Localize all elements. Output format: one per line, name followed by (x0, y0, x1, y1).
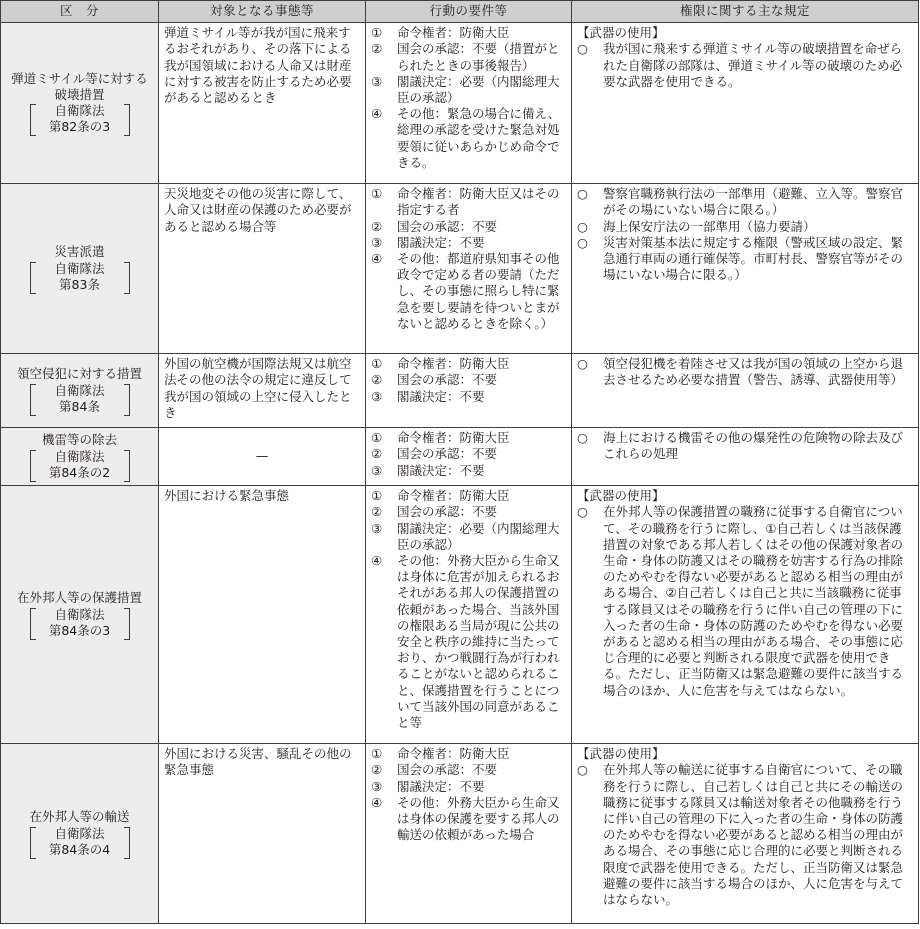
law-reference (30, 261, 130, 293)
circle-bullet-icon: ○ (577, 234, 588, 250)
authority-text: 警察官職務執行法の一部準用（避難、立入等。警察官がその場にいない場合に限る。） (603, 186, 904, 218)
situation-cell (159, 354, 366, 428)
circle-bullet-icon: ○ (577, 762, 588, 778)
law-name: 自衛隊法 (54, 448, 105, 464)
requirements-cell (366, 23, 572, 184)
table-row (1, 428, 919, 486)
requirement-text: 閣議決定：必要（内閣総理大臣の承認） (397, 520, 560, 552)
requirement-text: 閣議決定：不要 (397, 234, 485, 250)
requirement-number: ④ (371, 251, 383, 267)
category-name: 機雷等の除去 (41, 432, 117, 448)
law-reference (30, 103, 130, 135)
law-article: 第84条の2 (48, 464, 111, 480)
authority-text: 在外邦人等の保護措置の職務に従事する自衛官について、その職務を行うに際し、①自己若しくは当該保護措置の対象である邦人若しくはその他の保護対象者の生命・身体の防護又はその職務を妨害する行為の排除のためやむを得ない必要があると認める相当の理由がある場合、②自己若しくは自己と共に当該職務に従事する隊員又はその職務を行うに伴い自己の管理の下に入った者の生命・身体の防護のためやむを得ない必要があると認める相当の理由がある場合、その事態に応じ合理的に必要と判断される限度で武器を使用できる。ただし、正当防衛又は緊急避難の要件に該当する場合のほか、人に危害を与えてはならない。 (603, 504, 904, 698)
situation-cell (159, 428, 366, 486)
requirement-text: 国会の承認：不要（措置がとられたときの事後報告） (397, 41, 560, 73)
authority-item (577, 504, 913, 698)
law-reference (30, 383, 130, 415)
law-article: 第84条の3 (48, 622, 111, 638)
authority-text: 我が国に飛来する弾道ミサイル等の破壊措置を命ぜられた自衛隊の部隊は、弾道ミサイル等の破壊のため必要な武器を使用できる。 (603, 41, 903, 89)
requirement-item (371, 235, 566, 251)
requirement-item (371, 356, 566, 372)
bracket-right (124, 827, 130, 859)
situation-text: 外国における緊急事態 (164, 488, 290, 504)
requirement-text: その他：外務大臣から生命又は身体に危害が加えられるおそれがある邦人の保護措置の依頼があった場合、当該外国の権限ある当局が現に公共の安全と秩序の維持に当たっており、かつ戦闘行為が行われることがないと認められること、保護措置を行うことについて当該外国の同意があること等 (397, 553, 560, 731)
requirement-text: 閣議決定：不要 (397, 388, 485, 404)
law-article: 第82条の3 (48, 119, 111, 135)
requirement-item (371, 521, 566, 553)
requirement-number: ② (371, 762, 383, 778)
requirement-number: ① (371, 746, 383, 762)
bracket-left (30, 104, 36, 136)
header-category: 区 分 (1, 1, 159, 23)
table-body (1, 23, 919, 924)
authority-heading: 【武器の使用】 (577, 746, 665, 762)
requirement-item (371, 553, 566, 731)
category-name: 弾道ミサイル等に対する破壊措置 (11, 70, 148, 102)
category-name: 在外邦人等の輸送 (29, 809, 130, 825)
circle-bullet-icon: ○ (577, 218, 588, 234)
authority-cell (572, 354, 919, 428)
requirement-number: ② (371, 446, 383, 462)
authority-text: 領空侵犯機を着陸させ又は我が国の領域の上空から退去させるため必要な措置（警告、誘導、武器使用等） (603, 356, 904, 388)
authority-item (577, 186, 913, 218)
requirement-item (371, 504, 566, 520)
requirement-number: ② (371, 218, 383, 234)
law-reference (30, 826, 130, 858)
table-row (1, 184, 919, 354)
bracket-left (30, 827, 36, 859)
circle-bullet-icon: ○ (577, 186, 588, 202)
bracket-left (30, 450, 36, 482)
category-cell (1, 744, 159, 924)
table-header (1, 1, 919, 23)
requirement-number: ② (371, 372, 383, 388)
circle-bullet-icon: ○ (577, 504, 588, 520)
requirement-number: ③ (371, 462, 383, 478)
requirement-number: ① (371, 430, 383, 446)
authority-cell (572, 23, 919, 184)
requirement-text: 閣議決定：必要（内閣総理大臣の承認） (397, 73, 560, 106)
situation-cell (159, 184, 366, 354)
situation-text: 弾道ミサイル等が我が国に飛来するおそれがあり、その落下による我が国領域における人命又は財産に対する被害を防止するため必要があると認めるとき (164, 25, 352, 106)
circle-bullet-icon: ○ (577, 41, 588, 57)
authority-item (577, 430, 913, 462)
requirements-cell (366, 428, 572, 486)
table-row (1, 744, 919, 924)
requirement-text: 命令権者：防衛大臣 (397, 25, 510, 41)
requirement-item (371, 389, 566, 405)
bracket-right (124, 384, 130, 416)
category-name: 在外邦人等の保護措置 (16, 590, 142, 606)
requirement-number: ③ (371, 73, 383, 89)
header-authority: 権限に関する主な規定 (572, 1, 919, 23)
requirement-number: ④ (371, 553, 383, 569)
situation-text: 外国における災害、騒乱その他の緊急事態 (164, 746, 352, 778)
situation-cell (159, 486, 366, 744)
requirement-item (371, 430, 566, 446)
requirement-number: ③ (371, 778, 383, 794)
bracket-right (124, 104, 130, 136)
requirement-number: ① (371, 25, 383, 41)
requirement-item (371, 74, 566, 106)
requirement-text: その他：外務大臣から生命又は身体の保護を要する邦人の輸送の依頼があった場合 (397, 794, 560, 843)
situation-text: 天災地変その他の災害に際して、人命又は財産の保護のため必要があると認める場合等 (164, 186, 352, 234)
requirements-cell (366, 486, 572, 744)
header-situation: 対象となる事態等 (159, 1, 366, 23)
requirement-number: ④ (371, 794, 383, 810)
requirement-text: 閣議決定：不要 (397, 462, 485, 478)
requirement-item (371, 25, 566, 41)
requirement-number: ③ (371, 388, 383, 404)
authority-item (577, 235, 913, 284)
bracket-right (124, 450, 130, 482)
requirement-item (371, 762, 566, 778)
law-name: 自衛隊法 (54, 382, 105, 398)
authority-cell (572, 486, 919, 744)
authority-cell (572, 744, 919, 924)
law-name: 自衛隊法 (54, 606, 105, 622)
requirements-cell (366, 184, 572, 354)
requirement-item (371, 41, 566, 73)
requirement-text: 命令権者：防衛大臣 (397, 746, 510, 762)
bracket-left (30, 608, 36, 640)
requirement-text: 命令権者：防衛大臣又はその指定する者 (397, 186, 560, 218)
category-name: 災害派遣 (54, 244, 105, 260)
requirement-item (371, 488, 566, 504)
category-cell (1, 184, 159, 354)
requirement-number: ③ (371, 520, 383, 536)
requirement-number: ③ (371, 234, 383, 250)
table-row (1, 354, 919, 428)
requirement-text: その他：緊急の場合に備え、総理の承認を受けた緊急対処要領に従いあらかじめ命令できる。 (397, 106, 561, 170)
circle-bullet-icon: ○ (577, 430, 588, 446)
authority-item (577, 356, 913, 388)
requirement-item (371, 186, 566, 218)
situation-text: 外国の航空機が国際法規又は航空法その他の法令の規定に違反して我が国の領域の上空に侵入したとき (164, 356, 352, 420)
authority-heading: 【武器の使用】 (577, 25, 665, 41)
requirement-item (371, 795, 566, 844)
authority-item (577, 762, 913, 908)
requirement-text: 国会の承認：不要 (397, 372, 498, 388)
authority-text: 災害対策基本法に規定する権限（警戒区域の設定、緊急通行車両の通行確保等。市町村長、警察官等がその場にいない場合に限る。） (603, 234, 904, 283)
authority-item (577, 219, 913, 235)
authority-cell (572, 184, 919, 354)
category-cell (1, 428, 159, 486)
requirement-number: ① (371, 356, 383, 372)
authority-heading: 【武器の使用】 (577, 488, 665, 504)
requirement-item (371, 106, 566, 171)
category-cell (1, 354, 159, 428)
requirement-text: 命令権者：防衛大臣 (397, 430, 510, 446)
requirement-item (371, 446, 566, 462)
requirement-item (371, 219, 566, 235)
bracket-right (124, 608, 130, 640)
authority-text: 海上保安庁法の一部準用（協力要請） (603, 218, 816, 234)
requirement-number: ② (371, 41, 383, 57)
law-article: 第83条 (59, 276, 100, 292)
bracket-right (124, 262, 130, 294)
requirement-item (371, 463, 566, 479)
requirement-text: 国会の承認：不要 (397, 504, 498, 520)
law-reference (30, 607, 130, 639)
category-cell (1, 486, 159, 744)
law-name: 自衛隊法 (54, 825, 105, 841)
requirement-item (371, 779, 566, 795)
requirement-item (371, 251, 566, 332)
situation-text: — (255, 448, 269, 464)
table-row (1, 486, 919, 744)
situation-cell (159, 23, 366, 184)
requirement-number: ① (371, 186, 383, 202)
situation-cell (159, 744, 366, 924)
bracket-left (30, 384, 36, 416)
requirement-text: 国会の承認：不要 (397, 762, 498, 778)
requirement-number: ① (371, 488, 383, 504)
law-article: 第84条 (59, 398, 100, 414)
law-name: 自衛隊法 (54, 260, 105, 276)
requirement-text: その他：都道府県知事その他政令で定める者の要請（ただし、その事態に照らし特に緊急を要し要請を待ついとまがないと認めるときを除く。） (397, 251, 560, 331)
law-reference (30, 449, 130, 481)
requirement-number: ② (371, 504, 383, 520)
requirement-item (371, 746, 566, 762)
requirement-number: ④ (371, 106, 383, 122)
header-requirements: 行動の要件等 (366, 1, 572, 23)
circle-bullet-icon: ○ (577, 356, 588, 372)
law-name: 自衛隊法 (54, 103, 105, 119)
requirements-cell (366, 354, 572, 428)
requirements-cell (366, 744, 572, 924)
category-name: 領空侵犯に対する措置 (16, 366, 142, 382)
law-article: 第84条の4 (48, 841, 111, 857)
authority-item (577, 41, 913, 90)
bracket-left (30, 262, 36, 294)
requirement-text: 命令権者：防衛大臣 (397, 356, 510, 372)
table-row (1, 23, 919, 184)
category-cell (1, 23, 159, 184)
requirement-text: 国会の承認：不要 (397, 218, 498, 234)
requirement-text: 閣議決定：不要 (397, 778, 485, 794)
authority-cell (572, 428, 919, 486)
authority-text: 在外邦人等の輸送に従事する自衛官について、その職務を行うに際し、自己若しくは自己と共にその輸送の職務に従事する隊員又は輸送対象者その他職務を行うに伴い自己の管理の下に入った者の生命・身体の防護のためやむを得ない必要があると認める相当の理由がある場合、その事態に応じ合理的に必要と判断される限度で武器を使用できる。ただし、正当防衛又は緊急避難の要件に該当する場合のほか、人に危害を与えてはならない。 (603, 762, 904, 908)
requirement-text: 国会の承認：不要 (397, 446, 498, 462)
authority-text: 海上における機雷その他の爆発性の危険物の除去及びこれらの処理 (603, 430, 904, 462)
requirement-item (371, 372, 566, 388)
requirement-text: 命令権者：防衛大臣 (397, 488, 510, 504)
header-row (1, 1, 919, 23)
